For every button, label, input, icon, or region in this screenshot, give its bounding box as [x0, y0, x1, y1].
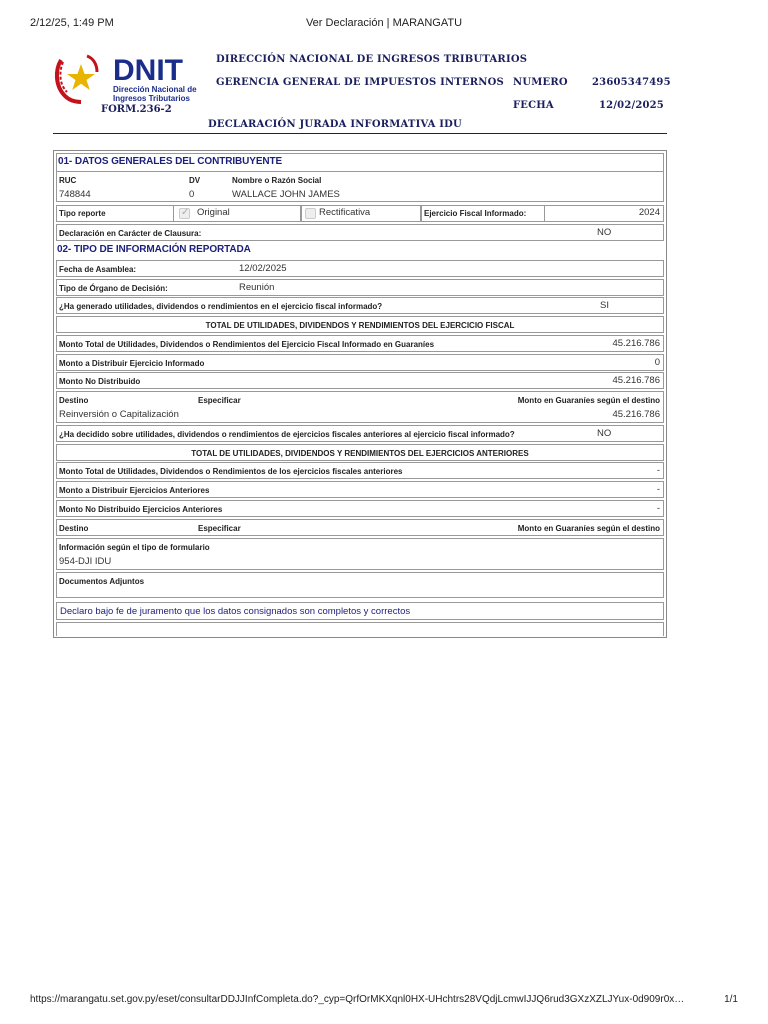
total-actual-title-row — [56, 316, 664, 333]
form-code: FORM.236-2 — [101, 104, 172, 115]
especificar-label: Especificar — [198, 396, 241, 405]
tipo-reporte-row — [56, 205, 664, 222]
declaration-form — [53, 150, 667, 638]
adjuntos-label: Documentos Adjuntos — [59, 577, 145, 586]
header-line1: DIRECCIÓN NACIONAL DE INGRESOS TRIBUTARIOS — [216, 54, 528, 65]
header-line3: DECLARACIÓN JURADA INFORMATIVA IDU — [208, 119, 462, 130]
organo-value: Reunión — [239, 282, 275, 293]
q2-value: NO — [597, 428, 612, 439]
destino2-row — [56, 519, 664, 536]
ant-distribuir-row — [56, 481, 664, 498]
monto-destino2-label: Monto en Guaraníes según el destino — [517, 524, 660, 533]
ruc-value: 748844 — [59, 189, 91, 200]
clausura-label: Declaración en Carácter de Clausura: — [59, 229, 202, 238]
ejercicio-label: Ejercicio Fiscal Informado: — [424, 209, 527, 218]
numero-label: NUMERO — [513, 77, 568, 88]
destino-row — [56, 391, 664, 423]
adjuntos-row — [56, 572, 664, 598]
nombre-label: Nombre o Razón Social — [232, 176, 322, 185]
destino-monto-value: 45.216.786 — [612, 409, 660, 420]
q1-label: ¿Ha generado utilidades, dividendos o rendimientos en el ejercicio fiscal informado? — [59, 302, 383, 311]
clausura-row — [56, 224, 664, 241]
logo-text: DNIT — [113, 54, 183, 87]
print-url: https://marangatu.set.gov.py/eset/consultarDDJJInfCompleta.do?_cyp=QrfOrMKXqnl0HX-UHchtrs28VQdjLcmwIJJQ6rud3GXzXZLJYux-0d909r0x… — [30, 994, 685, 1005]
document-header — [53, 50, 671, 136]
monto-total-label: Monto Total de Utilidades, Dividendos o Rendimientos del Ejercicio Fiscal Informado en Guaraníes — [59, 340, 435, 349]
logo-sub2: Ingresos Tributarios — [113, 94, 190, 103]
ant-total-row — [56, 462, 664, 479]
monto-distribuir-label: Monto a Distribuir Ejercicio Informado — [59, 359, 205, 368]
monto-distribuir-value: 0 — [654, 357, 660, 368]
ant-no-dist-value: - — [656, 503, 660, 514]
header-rule — [53, 133, 667, 134]
ant-no-dist-label: Monto No Distribuido Ejercicios Anteriores — [59, 505, 223, 514]
monto-total-row — [56, 335, 664, 352]
dnit-logo — [53, 52, 198, 104]
tipo-reporte-label: Tipo reporte — [59, 209, 106, 218]
destino2-label: Destino — [59, 524, 89, 533]
dv-label: DV — [189, 176, 201, 185]
original-checkbox[interactable] — [179, 208, 190, 219]
organo-label: Tipo de Órgano de Decisión: — [59, 284, 168, 293]
dv-value: 0 — [189, 189, 195, 200]
q1-row — [56, 297, 664, 314]
section2-title: 02- TIPO DE INFORMACIÓN REPORTADA — [57, 244, 251, 255]
print-page: 1/1 — [724, 994, 738, 1005]
fecha-value: 12/02/2025 — [599, 100, 664, 111]
print-footer — [30, 994, 738, 1008]
declaro-text: Declaro bajo fe de juramento que los datos consignados son completos y correctos — [60, 606, 411, 617]
header-line2: GERENCIA GENERAL DE IMPUESTOS INTERNOS — [216, 77, 504, 88]
q1-value: SI — [600, 300, 609, 311]
especificar2-label: Especificar — [198, 524, 241, 533]
logo-sub1: Dirección Nacional de — [113, 85, 197, 94]
destino-label: Destino — [59, 396, 89, 405]
nombre-value: WALLACE JOHN JAMES — [232, 189, 340, 200]
monto-destino-label: Monto en Guaraníes según el destino — [517, 396, 660, 405]
ejercicio-value: 2024 — [638, 207, 660, 218]
total-ant-title: TOTAL DE UTILIDADES, DIVIDENDOS Y RENDIMIENTOS DEL EJERCICIOS ANTERIORES — [191, 449, 529, 458]
print-title: Ver Declaración | MARANGATU — [305, 17, 463, 29]
print-datetime: 2/12/25, 1:49 PM — [30, 17, 114, 29]
organo-row — [56, 279, 664, 296]
ant-distribuir-value: - — [656, 484, 660, 495]
ruc-label: RUC — [59, 176, 77, 185]
total-ant-title-row — [56, 444, 664, 461]
monto-no-dist-label: Monto No Distribuido — [59, 377, 141, 386]
original-label: Original — [197, 207, 230, 218]
monto-total-value: 45.216.786 — [612, 338, 660, 349]
info-tipo-row — [56, 538, 664, 570]
monto-no-dist-row — [56, 372, 664, 389]
ant-no-dist-row — [56, 500, 664, 517]
section1-title: 01- DATOS GENERALES DEL CONTRIBUYENTE — [58, 156, 283, 167]
total-actual-title: TOTAL DE UTILIDADES, DIVIDENDOS Y RENDIMIENTOS DEL EJERCICIO FISCAL — [205, 321, 515, 330]
q2-row — [56, 425, 664, 442]
rectificativa-checkbox[interactable] — [305, 208, 316, 219]
monto-distribuir-row — [56, 354, 664, 371]
fecha-label: FECHA — [513, 100, 554, 111]
q2-label: ¿Ha decidido sobre utilidades, dividendos o rendimientos de ejercicios fiscales anteriores al ejercicio fiscal informado? — [59, 430, 515, 439]
asamblea-label: Fecha de Asamblea: — [59, 265, 137, 274]
ant-total-label: Monto Total de Utilidades, Dividendos o Rendimientos de los ejercicios fiscales anteriores — [59, 467, 403, 476]
destino-value: Reinversión o Capitalización — [59, 409, 179, 420]
monto-no-dist-value: 45.216.786 — [612, 375, 660, 386]
clausura-value: NO — [597, 227, 612, 238]
seal-icon — [57, 56, 97, 102]
print-header — [30, 17, 738, 31]
footer-row — [56, 622, 664, 636]
section1-box — [56, 153, 664, 202]
info-tipo-label: Información según el tipo de formulario — [59, 543, 210, 552]
declaro-row — [56, 602, 664, 620]
section2-header — [56, 243, 664, 259]
asamblea-value: 12/02/2025 — [239, 263, 287, 274]
asamblea-row — [56, 260, 664, 277]
info-tipo-value: 954-DJI IDU — [59, 556, 112, 567]
rectificativa-label: Rectificativa — [319, 207, 371, 218]
ant-distribuir-label: Monto a Distribuir Ejercicios Anteriores — [59, 486, 210, 495]
numero-value: 23605347495 — [592, 77, 671, 88]
ant-total-value: - — [656, 465, 660, 476]
